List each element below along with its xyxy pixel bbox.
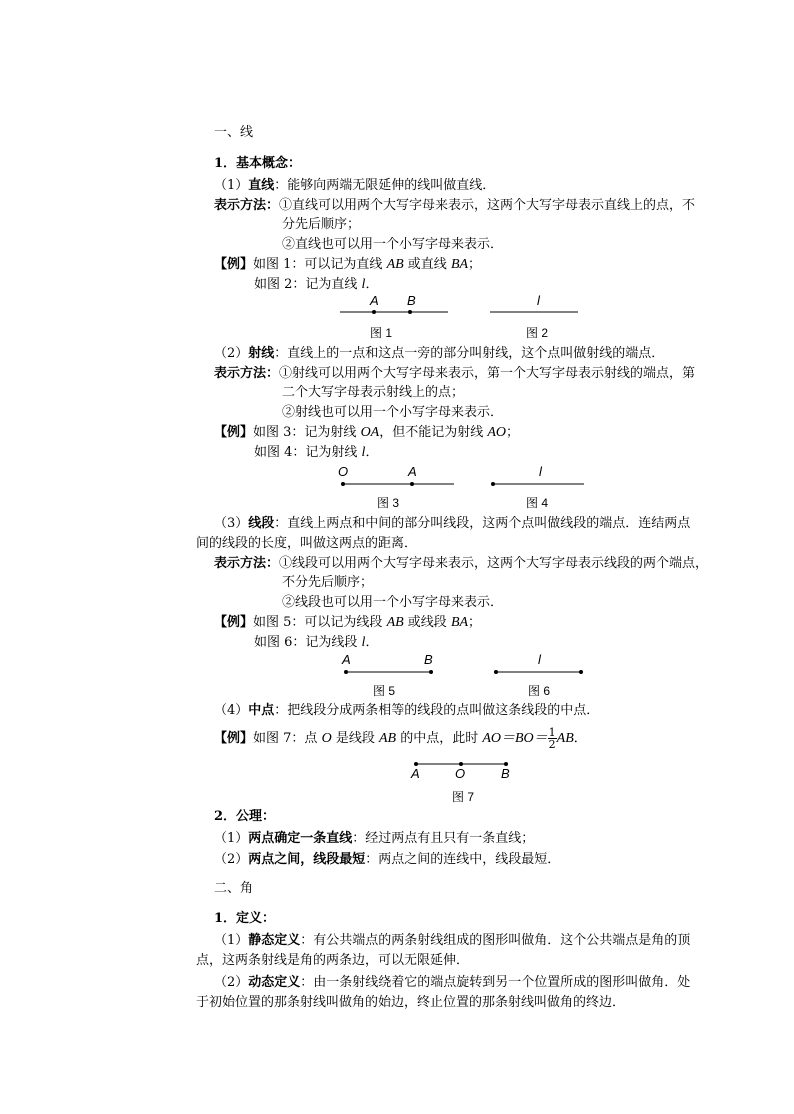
ray-rep-1: 表示方法：①射线可以用两个大写字母来表示，第一个大写字母表示射线的端点，第 (214, 366, 696, 381)
point-label-b: B (424, 652, 433, 667)
figure-7-caption: 图 7 (452, 790, 475, 804)
line-example-2: 如图 2：记为直线 l． (254, 277, 379, 292)
segment-example-2: 如图 6：记为线段 l． (254, 635, 379, 650)
segment-definition-2: 间的线段的长度，叫做这两点的距离． (196, 536, 418, 551)
point-label-b: B (501, 766, 510, 781)
point-a (410, 482, 414, 486)
axioms-heading: 2．公理： (214, 809, 276, 824)
angle-static-definition-2: 点，这两条射线是角的两条边，可以无限延伸． (196, 953, 470, 968)
figure-1-line (330, 292, 460, 316)
segment-definition: （3）线段：直线上两点和中间的部分叫线段，这两个点叫做线段的端点．连结两点 (214, 516, 691, 531)
angle-dynamic-definition-2: 于初始位置的那条射线叫做角的始边，终止位置的那条射线叫做角的终边． (196, 995, 626, 1010)
ray-example-1: 【例】如图 3：记为射线 OA，但不能记为射线 AO； (214, 425, 520, 440)
section-title-lines: 一、线 (214, 125, 254, 140)
line-example-1: 【例】如图 1：可以记为直线 AB 或直线 BA； (214, 257, 482, 272)
line-definition: （1）直线：能够向两端无限延伸的线叫做直线． (214, 178, 496, 193)
figure-3-caption: 图 3 (377, 496, 400, 510)
point-b (408, 310, 412, 314)
section-title-angles: 二、角 (214, 881, 254, 896)
fraction-one-half: $\frac{1}{2}$ (548, 726, 556, 751)
segment-endpoint-left (494, 670, 498, 674)
ray-rep-1b: 二个大写字母表示射线上的点； (282, 385, 465, 400)
figure-6-segment (492, 650, 592, 676)
figure-2-line (488, 292, 588, 316)
ray-label-l: l (539, 464, 542, 479)
segment-endpoint-right (579, 670, 583, 674)
point-label-a: A (342, 652, 351, 667)
figure-2-caption: 图 2 (526, 326, 549, 340)
point-a (344, 670, 348, 674)
segment-example-1: 【例】如图 5：可以记为线段 AB 或线段 BA； (214, 615, 482, 630)
midpoint-example: 【例】如图 7：点 O 是线段 AB 的中点，此时 AO＝BO＝ $\frac{1}{2}$ AB． (214, 726, 587, 751)
segment-rep-2: ②线段也可以用一个小写字母来表示． (282, 595, 504, 610)
point-label-b: B (407, 293, 416, 308)
figure-1-caption: 图 1 (370, 326, 393, 340)
point-label-o: O (338, 464, 349, 479)
point-label-o: O (455, 766, 466, 781)
line-label-l: l (537, 293, 540, 308)
angle-dynamic-definition: （2）动态定义：由一条射线绕着它的端点旋转到另一个位置所成的图形叫做角．处 (214, 975, 691, 990)
figure-4-caption: 图 4 (526, 496, 549, 510)
point-label-a: A (370, 293, 379, 308)
ray-definition: （2）射线：直线上的一点和这点一旁的部分叫射线，这个点叫做射线的端点． (214, 346, 665, 361)
point-b (429, 670, 433, 674)
figure-7-midpoint (408, 758, 518, 782)
segment-rep-1b: 不分先后顺序； (282, 575, 374, 590)
point-label-a: A (411, 766, 420, 781)
angle-static-definition: （1）静态定义：有公共端点的两条射线组成的图形叫做角．这个公共端点是角的顶 (214, 933, 691, 948)
figure-5-caption: 图 5 (373, 684, 396, 698)
ray-endpoint (491, 482, 495, 486)
point-label-a: A (408, 464, 417, 479)
axiom-1: （1）两点确定一条直线：经过两点有且只有一条直线； (214, 831, 535, 846)
axiom-2: （2）两点之间，线段最短：两点之间的连线中，线段最短． (214, 852, 561, 867)
figure-5-segment (340, 650, 450, 676)
segment-label-l: l (538, 652, 541, 667)
line-rep-1: 表示方法：①直线可以用两个大写字母来表示，这两个大写字母表示直线上的点，不 (214, 198, 696, 213)
figure-4-ray (490, 462, 590, 488)
point-o (341, 482, 345, 486)
midpoint-definition: （4）中点：把线段分成两条相等的线段的点叫做这条线段的中点． (214, 703, 600, 718)
basic-concepts-heading: 1．基本概念： (214, 156, 302, 171)
figure-6-caption: 图 6 (528, 684, 551, 698)
line-rep-2: ②直线也可以用一个小写字母来表示． (282, 237, 504, 252)
segment-rep-1: 表示方法：①线段可以用两个大写字母来表示，这两个大写字母表示线段的两个端点， (214, 556, 709, 571)
ray-example-2: 如图 4：记为射线 l． (254, 445, 379, 460)
angle-definition-heading: 1．定义： (214, 911, 276, 926)
figure-3-ray (336, 462, 466, 488)
ray-rep-2: ②射线也可以用一个小写字母来表示． (282, 405, 504, 420)
line-rep-1b: 分先后顺序； (282, 217, 361, 232)
point-a (372, 310, 376, 314)
